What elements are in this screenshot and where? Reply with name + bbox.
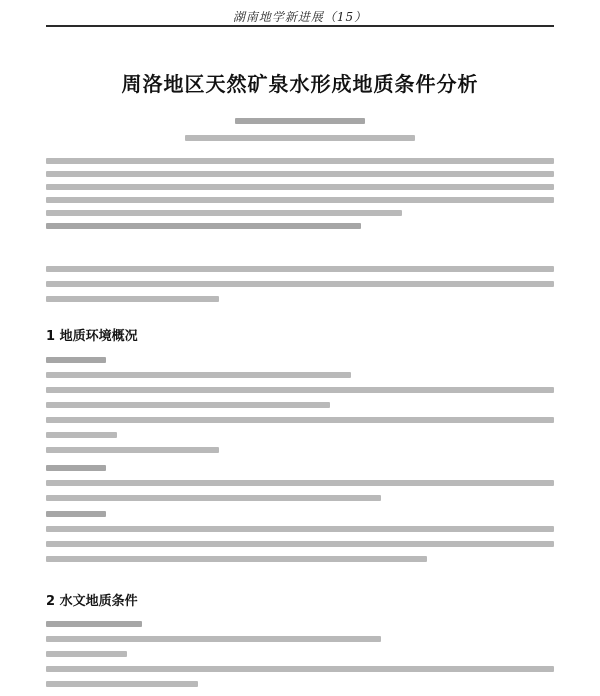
subsection-heading-unreadable [46,464,106,472]
section-heading-2: 2 水文地质条件 [46,594,138,609]
affiliation-unreadable [0,135,600,143]
authors-unreadable [0,118,600,126]
intro-paragraph-unreadable [46,266,554,311]
section-heading-1: 1 地质环境概况 [46,329,138,344]
section-1-1-body-unreadable [46,372,554,462]
subsection-heading-unreadable [46,510,106,518]
running-header [46,7,554,27]
abstract-unreadable [46,158,554,236]
article-title: 周洛地区天然矿泉水形成地质条件分析 [121,72,479,96]
section-2-1-body-unreadable [46,636,554,696]
subsection-heading-unreadable [46,620,142,628]
section-1-3-body-unreadable [46,526,554,571]
subsection-heading-unreadable [46,356,106,364]
section-1-2-body-unreadable [46,480,554,510]
running-header-title: 湖南地学新进展（15） [232,9,368,24]
